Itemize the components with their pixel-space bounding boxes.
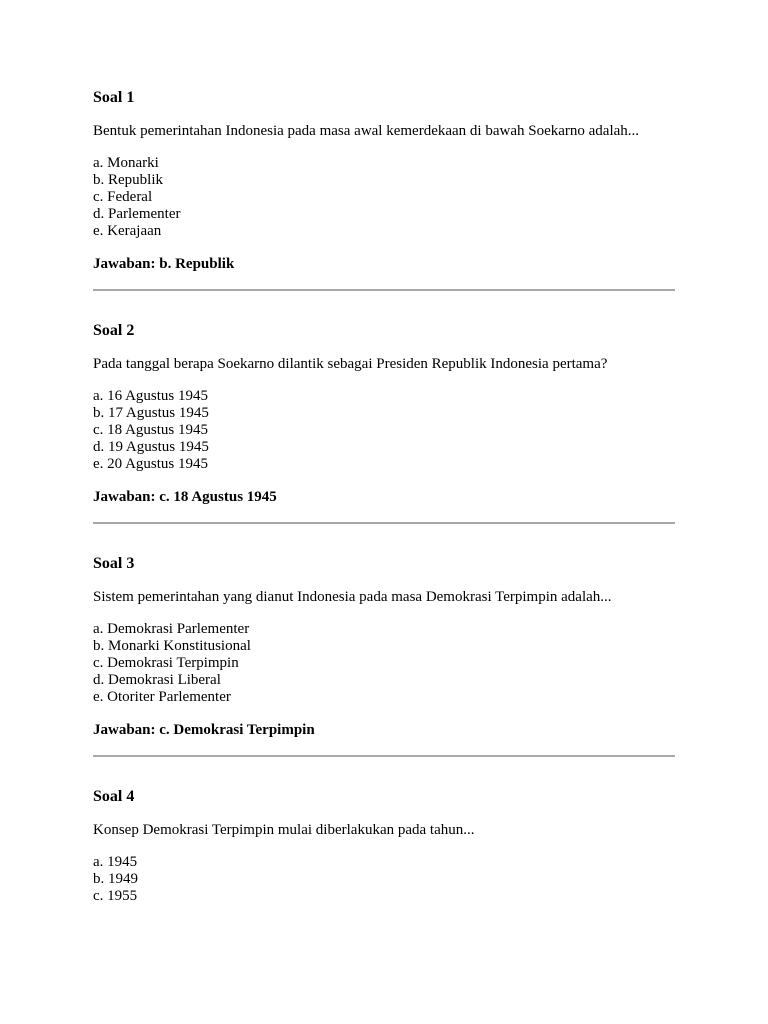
option-d: d. Demokrasi Liberal	[93, 672, 221, 688]
soal-title: Soal 1	[93, 89, 135, 106]
soal-2	[93, 321, 675, 506]
options-list	[93, 155, 675, 240]
option-c: c. Federal	[93, 189, 153, 205]
divider	[93, 289, 675, 291]
soal-title: Soal 2	[93, 322, 135, 339]
question-text: Sistem pemerintahan yang dianut Indonesia pada masa Demokrasi Terpimpin adalah...	[93, 589, 612, 605]
question-text: Konsep Demokrasi Terpimpin mulai diberlakukan pada tahun...	[93, 822, 475, 838]
soal-3	[93, 554, 675, 739]
option-c: c. 18 Agustus 1945	[93, 422, 209, 438]
option-c: c. Demokrasi Terpimpin	[93, 655, 239, 671]
option-e: e. 20 Agustus 1945	[93, 456, 209, 472]
option-d: d. 19 Agustus 1945	[93, 439, 209, 455]
option-b: b. 1949	[93, 871, 138, 887]
options-list	[93, 854, 675, 905]
option-a: a. Demokrasi Parlementer	[93, 621, 250, 637]
option-d: d. Parlementer	[93, 206, 181, 222]
soal-title: Soal 4	[93, 788, 135, 805]
option-e: e. Otoriter Parlementer	[93, 689, 231, 705]
answer-text: Jawaban: c. 18 Agustus 1945	[93, 489, 277, 505]
option-e: e. Kerajaan	[93, 223, 162, 239]
options-list	[93, 621, 675, 706]
question-text: Pada tanggal berapa Soekarno dilantik sebagai Presiden Republik Indonesia pertama?	[93, 356, 608, 372]
soal-title: Soal 3	[93, 555, 135, 572]
answer-text: Jawaban: b. Republik	[93, 256, 235, 272]
soal-1	[93, 88, 675, 273]
options-list	[93, 388, 675, 473]
option-a: a. 16 Agustus 1945	[93, 388, 209, 404]
option-c: c. 1955	[93, 888, 138, 904]
option-b: b. Republik	[93, 172, 163, 188]
question-text: Bentuk pemerintahan Indonesia pada masa awal kemerdekaan di bawah Soekarno adalah...	[93, 123, 640, 139]
option-a: a. 1945	[93, 854, 138, 870]
divider	[93, 522, 675, 524]
option-a: a. Monarki	[93, 155, 159, 171]
option-b: b. Monarki Konstitusional	[93, 638, 251, 654]
document-page	[93, 88, 675, 920]
option-b: b. 17 Agustus 1945	[93, 405, 209, 421]
soal-4	[93, 787, 675, 905]
divider	[93, 755, 675, 757]
answer-text: Jawaban: c. Demokrasi Terpimpin	[93, 722, 315, 738]
